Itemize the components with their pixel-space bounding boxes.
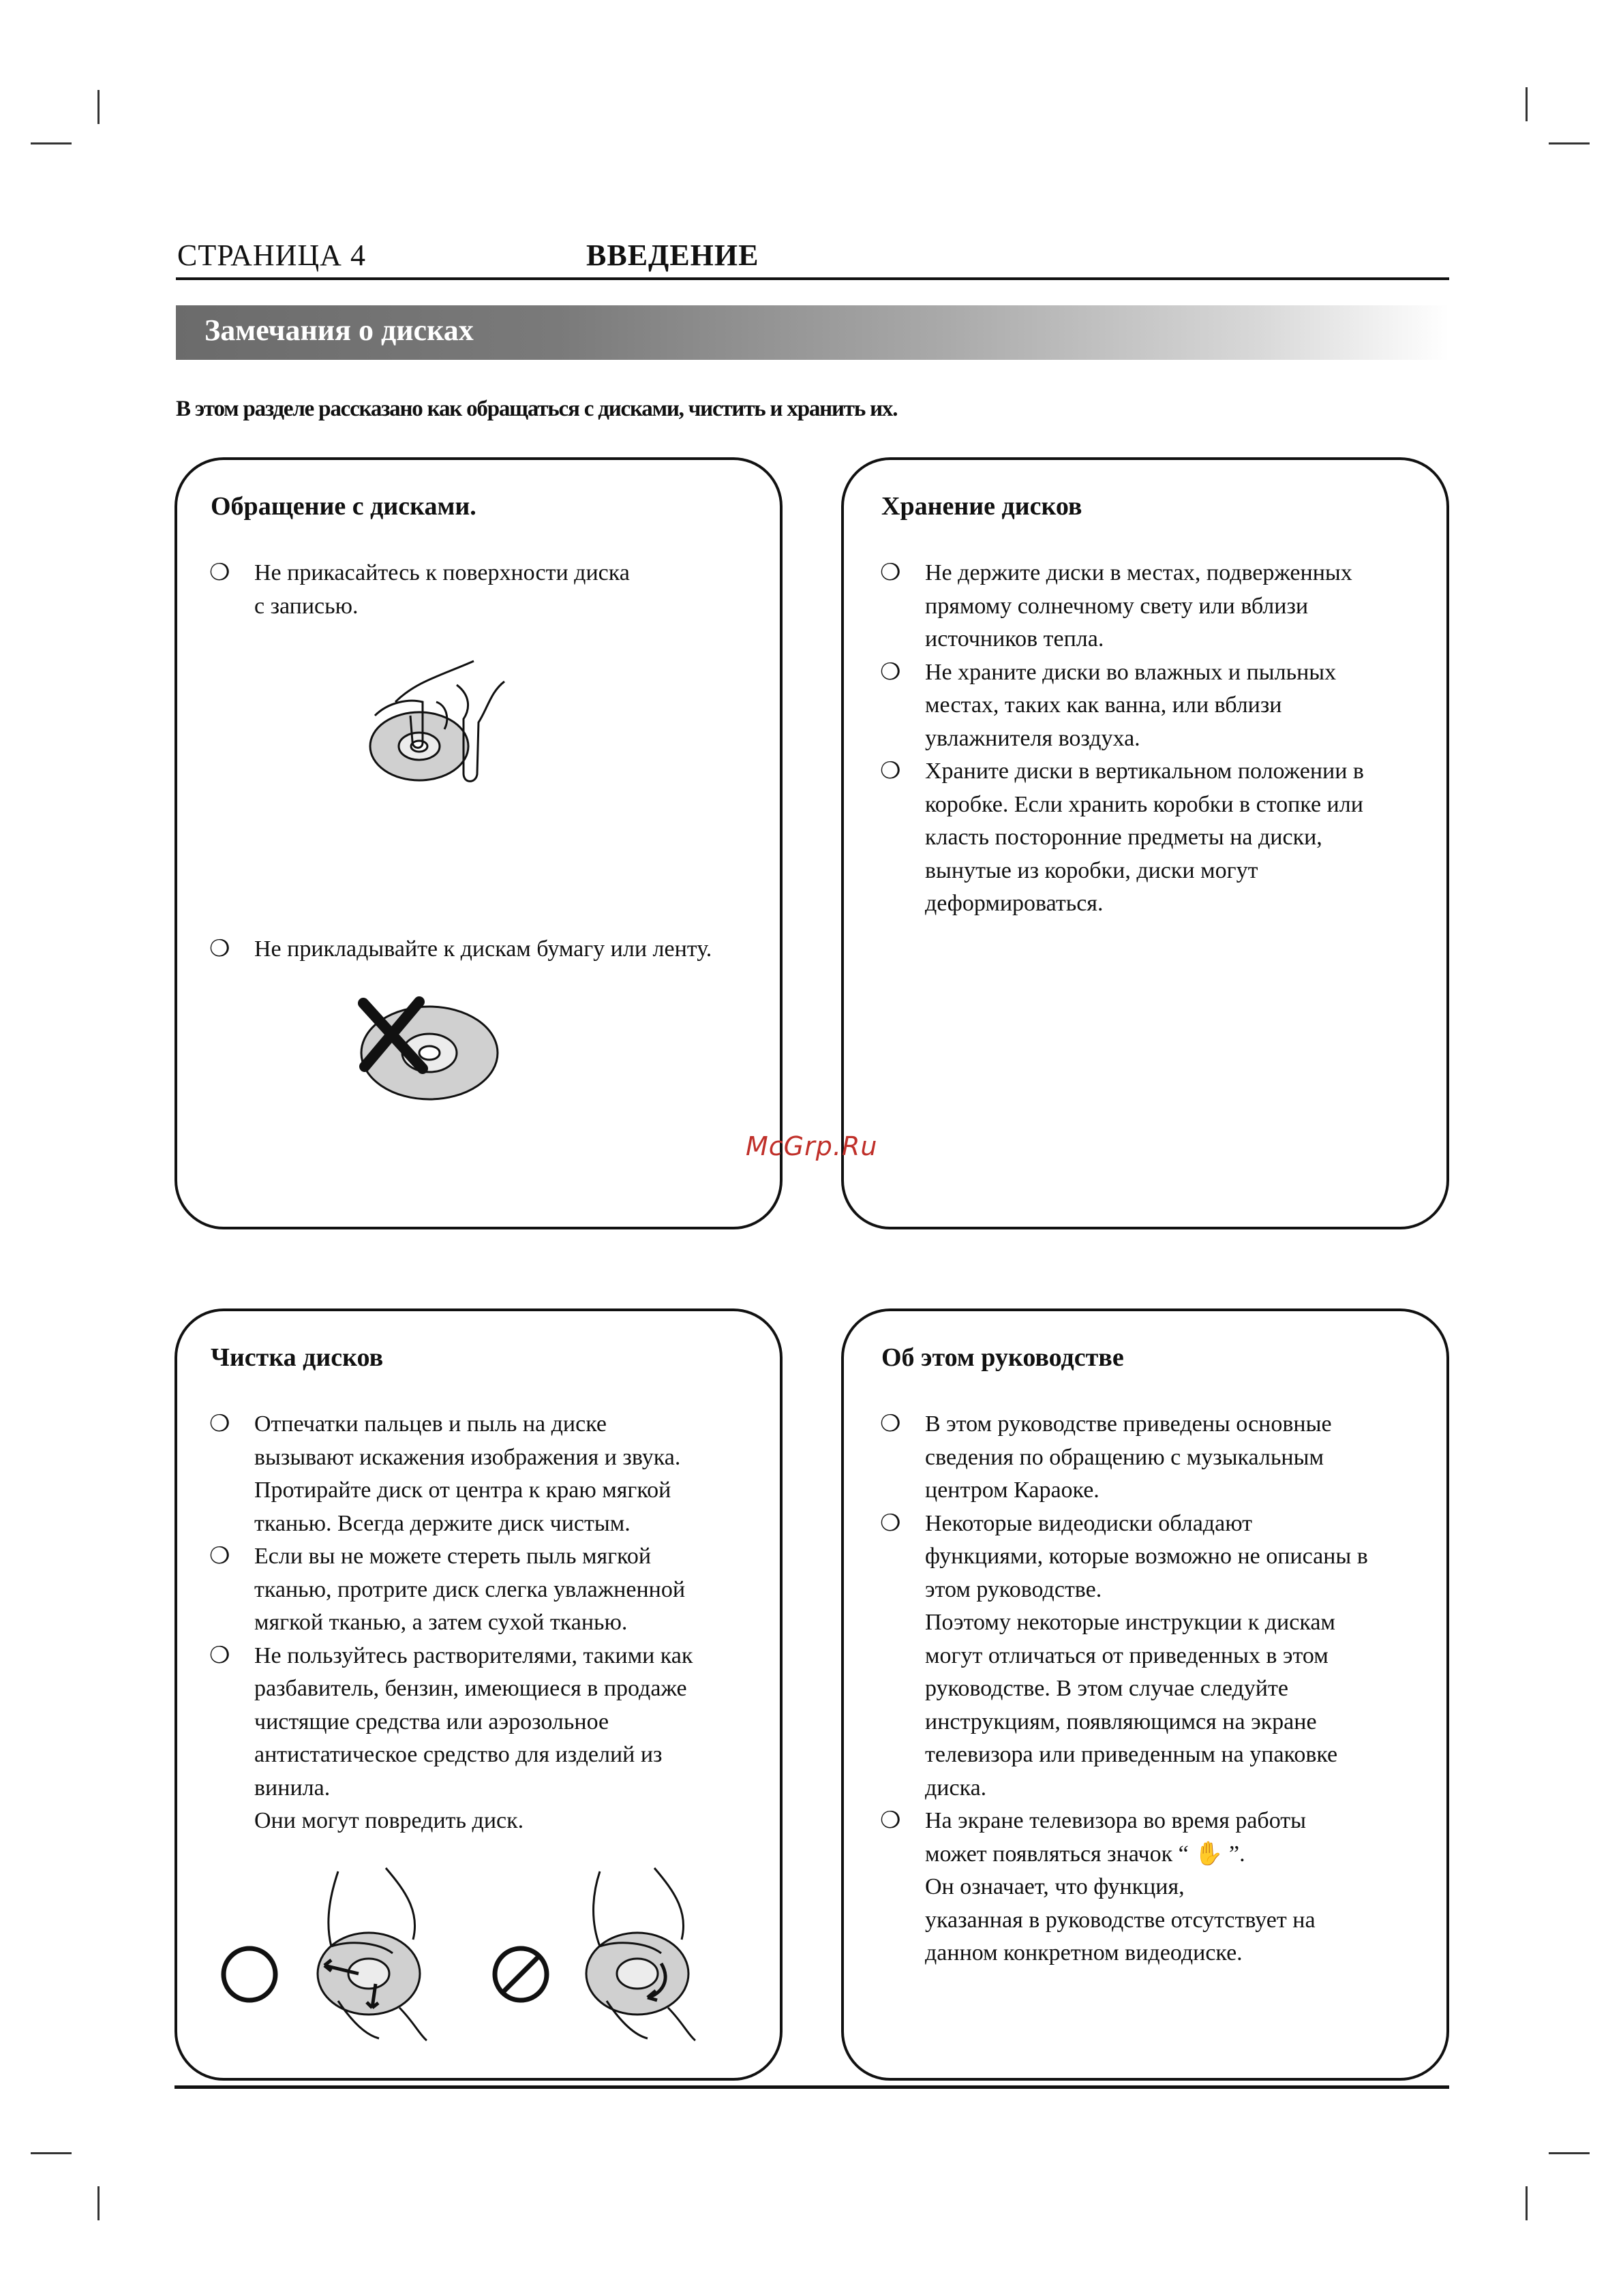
list-item: ❍ Храните диски в вертикальном положении в коробке. Если хранить коробки в стопке или класть посторонние предметы на диски, вынутые из коробки, диски могут деформироваться. — [880, 755, 1446, 921]
hand-touching-disc-icon — [368, 654, 518, 804]
prohibited-icon — [491, 1944, 551, 2004]
crop-mark — [31, 142, 72, 144]
bullet-icon: ❍ — [880, 560, 901, 585]
crop-mark — [97, 2186, 100, 2220]
bullet-icon: ❍ — [880, 659, 901, 685]
manual-box — [841, 1308, 1449, 2081]
banner-title: Замечания о дисках — [204, 313, 474, 347]
cleaning-list — [209, 1408, 775, 1838]
correct-circle-icon — [219, 1944, 279, 2004]
handling-title: Обращение с дисками. — [211, 492, 476, 521]
manual-list — [880, 1408, 1446, 1970]
page-header — [176, 235, 1449, 280]
intro-text: В этом разделе рассказано как обращаться с дисками, чистить и хранить их. — [176, 397, 898, 421]
page-number: СТРАНИЦА 4 — [177, 239, 366, 272]
list-item: ❍ В этом руководстве приведены основные сведения по обращению с музыкальным центром Караоке. — [880, 1408, 1446, 1507]
crop-mark — [97, 90, 100, 124]
handling-list-2 — [209, 933, 782, 966]
crossed-out-disc-icon — [351, 995, 501, 1111]
crop-mark — [1526, 87, 1528, 121]
list-item: ❍ Отпечатки пальцев и пыль на диске вызывают искажения изображения и звука. Протирайте диск от центра к краю мягкой тканью. Всегда держите диск чистым. — [209, 1408, 775, 1540]
bullet-icon: ❍ — [209, 936, 230, 962]
footer-rule — [175, 2085, 1449, 2089]
cleaning-title: Чистка дисков — [211, 1343, 384, 1372]
crop-mark — [1549, 2152, 1590, 2154]
bullet-icon: ❍ — [880, 1808, 901, 1833]
handling-list-1 — [209, 557, 768, 623]
bullet-icon: ❍ — [209, 1642, 230, 1668]
list-item: ❍ Некоторые видеодиски обладают функциями, которые возможно не описаны в этом руководстве. Поэтому некоторые инструкции к дискам могут отличаться от приведенных в этом руководстве. В этом случае следуйте инструкциям, появляющимся на экране телевизора или приведенным на упаковке диска. — [880, 1507, 1446, 1805]
list-item: ❍ Не прикасайтесь к поверхности диска с записью. — [209, 557, 768, 623]
cleaning-box — [175, 1308, 783, 2081]
bullet-icon: ❍ — [880, 759, 901, 784]
list-item: ❍ Не прикладывайте к дискам бумагу или ленту. — [209, 933, 782, 966]
list-item: ❍ На экране телевизора во время работы может появляться значок “ ✋ ”. Он означает, что функция, указанная в руководстве отсутствует на данном конкретном видеодиске. — [880, 1805, 1446, 1970]
circular-wipe-disc-icon — [579, 1865, 716, 2042]
storage-list — [880, 557, 1446, 921]
bullet-icon: ❍ — [880, 1411, 901, 1437]
crop-mark — [1526, 2186, 1528, 2220]
list-item: ❍ Не держите диски в местах, подверженных прямому солнечному свету или вблизи источников тепла. — [880, 557, 1446, 656]
crop-mark — [1549, 142, 1590, 144]
hand-stop-icon: может появляться значок “ ✋ ”. — [925, 1841, 1245, 1867]
list-item: ❍ Если вы не можете стереть пыль мягкой тканью, протрите диск слегка увлажненной мягкой тканью, а затем сухой тканью. — [209, 1540, 775, 1640]
bullet-icon: ❍ — [880, 1510, 901, 1536]
handling-box — [175, 457, 783, 1229]
manual-title: Об этом руководстве — [881, 1343, 1124, 1372]
bullet-icon: ❍ — [209, 1544, 230, 1569]
list-item: ❍ Не храните диски во влажных и пыльных местах, таких как ванна, или вблизи увлажнителя воздуха. — [880, 656, 1446, 756]
bullet-icon: ❍ — [209, 1411, 230, 1437]
section-title: ВВЕДЕНИЕ — [586, 239, 759, 272]
storage-title: Хранение дисков — [881, 492, 1082, 521]
radial-wipe-disc-icon — [311, 1865, 447, 2042]
section-banner — [176, 305, 1449, 360]
crop-mark — [31, 2152, 72, 2154]
list-item: ❍ Не пользуйтесь растворителями, такими как разбавитель, бензин, имеющиеся в продаже чистящие средства или аэрозольное антистатическое средство для изделий из винила. Они могут повредить диск. — [209, 1640, 775, 1838]
watermark: McGrp.Ru — [746, 1131, 878, 1161]
bullet-icon: ❍ — [209, 560, 230, 585]
storage-box — [841, 457, 1449, 1229]
